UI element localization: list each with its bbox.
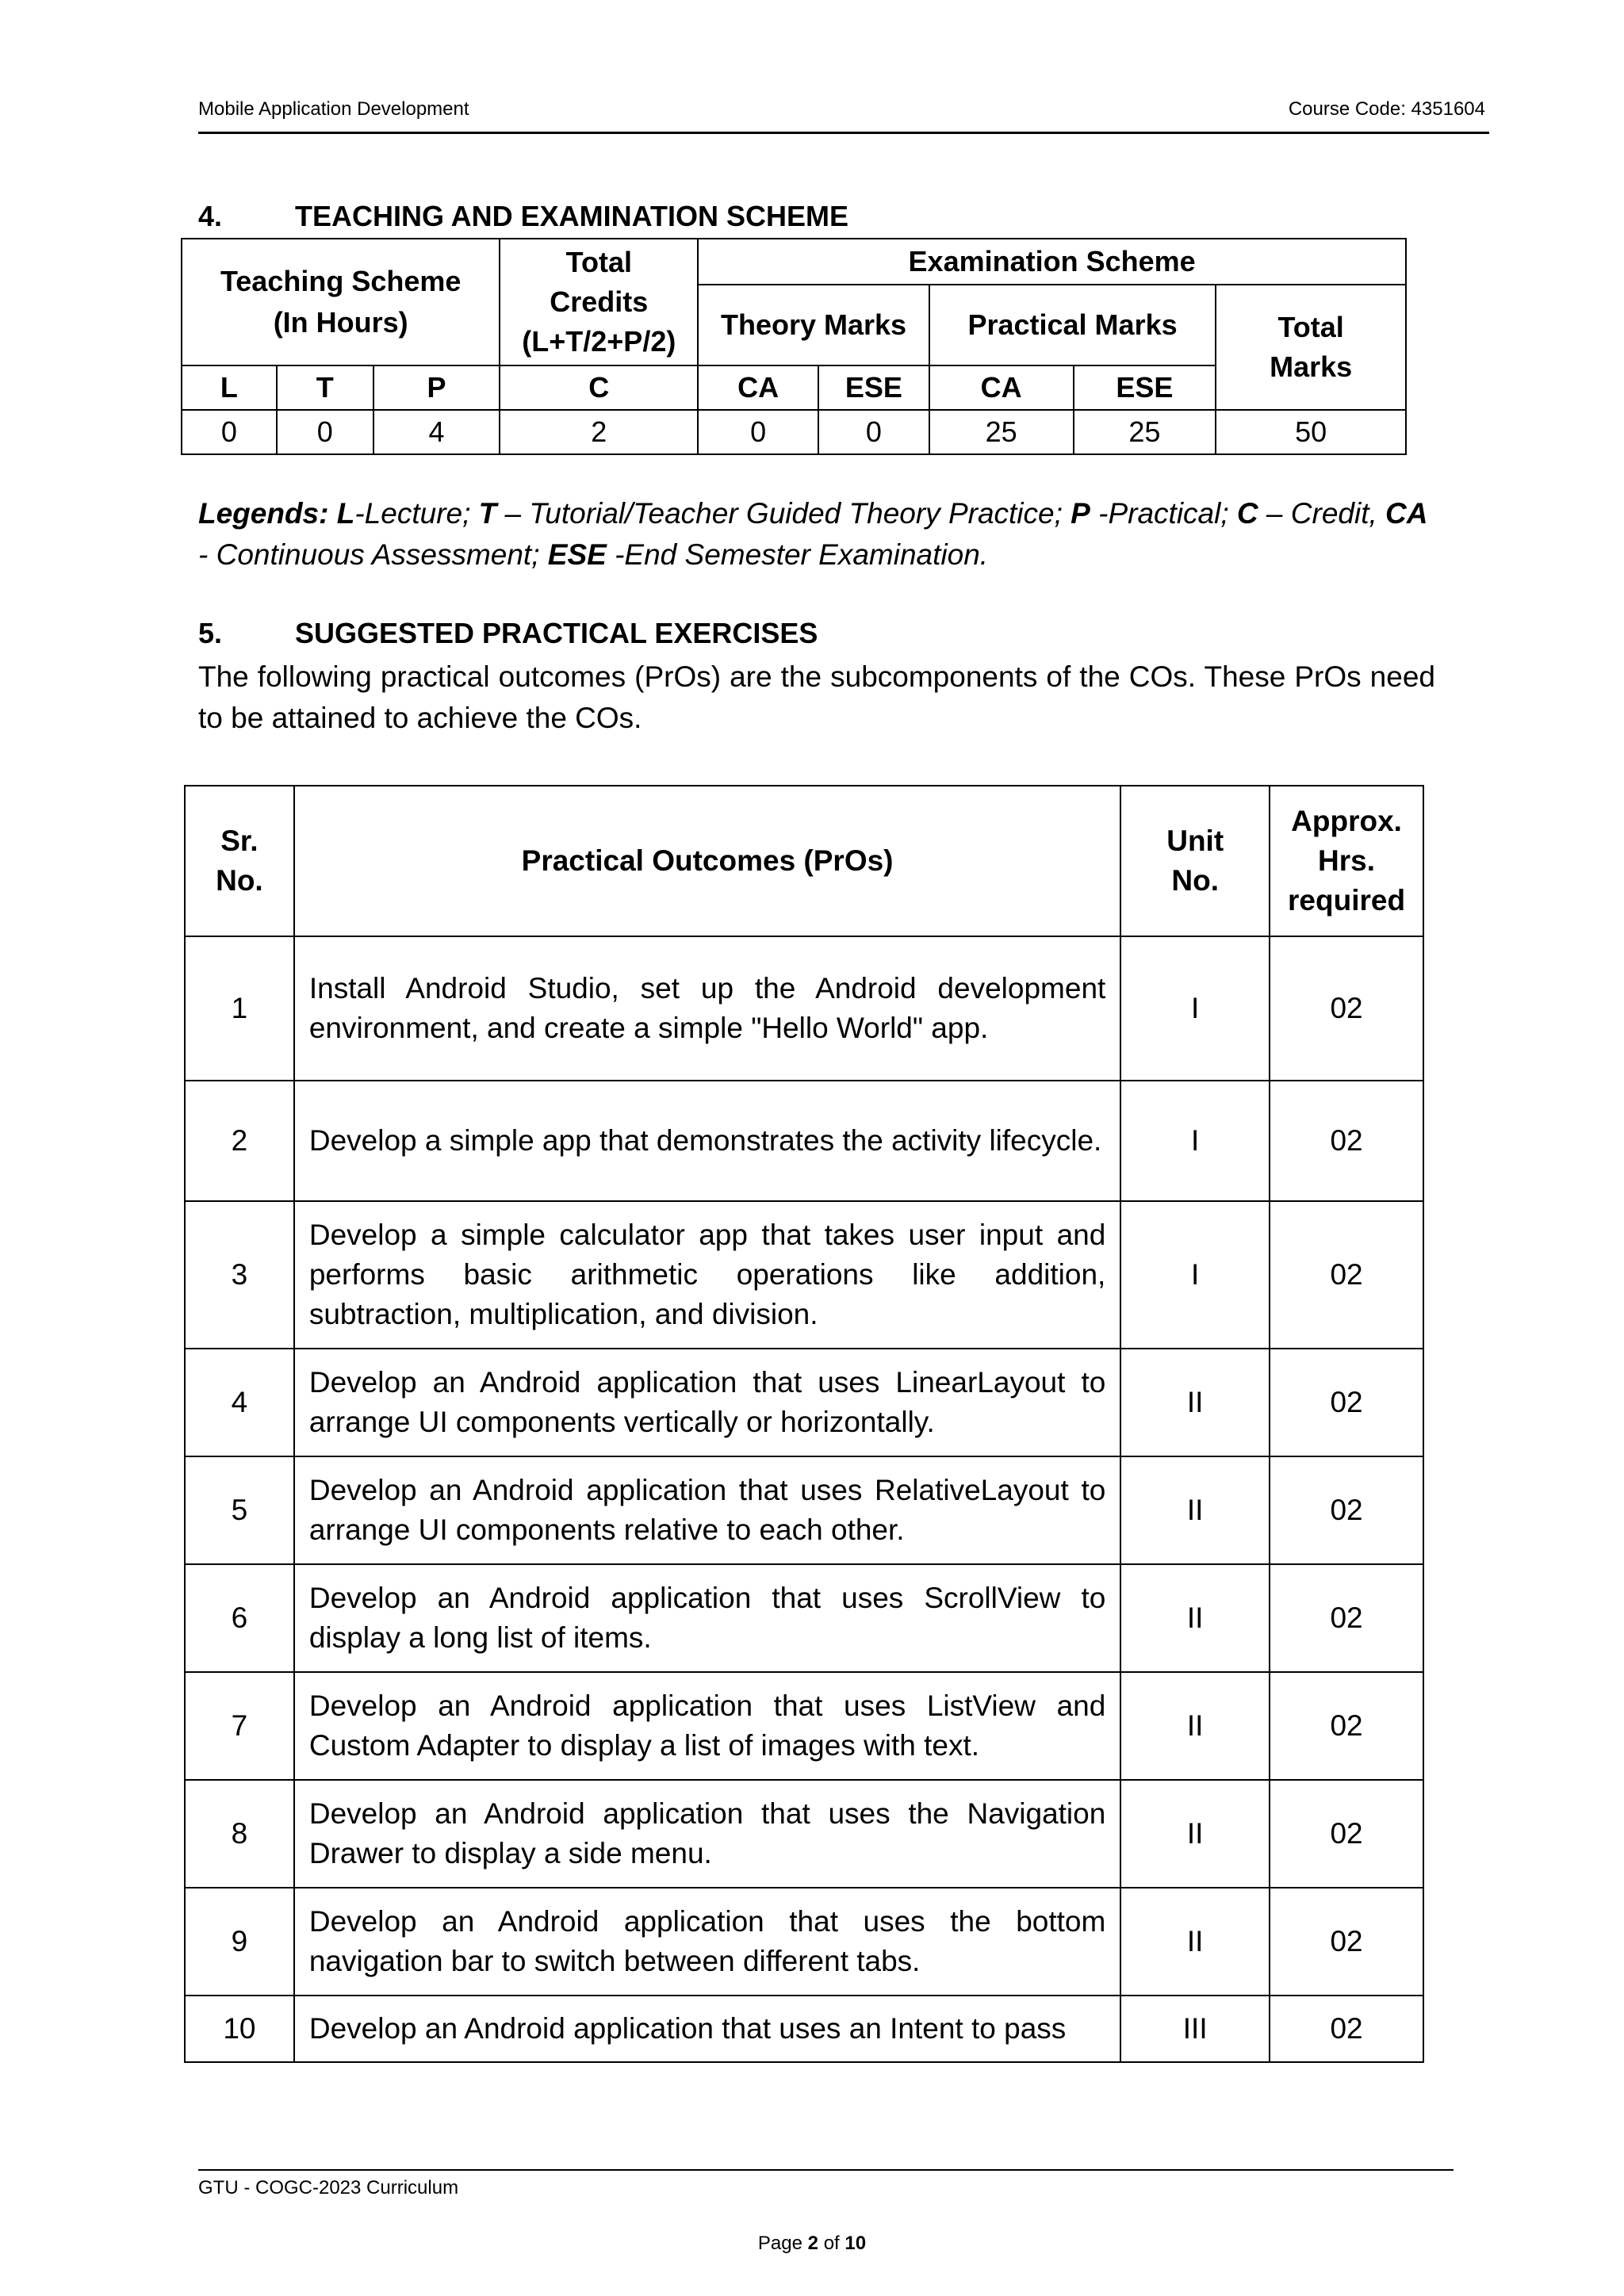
sr-cell: 9 [185,1888,294,1996]
section-5-number: 5. [198,617,223,649]
unit-cell: II [1120,1564,1270,1672]
legend-paragraph: Legends: L-Lecture; T – Tutorial/Teacher Guided Theory Practice; P -Practical; C – Credit, CA - Continuous Assessment; ESE -End Semester Examination. [198,497,1428,571]
legend-label: Legends: [198,497,329,530]
hrs-cell: 02 [1270,1780,1423,1888]
hrs-cell: 02 [1270,1349,1423,1456]
hrs-cell: 02 [1270,1201,1423,1349]
sr-no-header: Sr. No. [185,786,294,936]
outcome-cell: Develop an Android application that uses ListView and Custom Adapter to display a list of images with text. [294,1672,1120,1780]
col-theory-ca: CA [698,365,818,410]
hrs-cell: 02 [1270,936,1423,1081]
page-number: Page 2 of 10 [757,2233,867,2254]
practical-outcomes-table [184,785,1424,2063]
footer-divider [198,2169,1454,2171]
section-5-heading [198,617,818,650]
practical-outcomes-header: Practical Outcomes (PrOs) [294,786,1120,936]
sr-cell: 5 [185,1456,294,1564]
unit-cell: I [1120,1081,1270,1201]
outcome-cell: Install Android Studio, set up the Android development environment, and create a simple "Hello World" app. [294,936,1120,1081]
unit-cell: II [1120,1672,1270,1780]
outcome-cell: Develop an Android application that uses the Navigation Drawer to display a side menu. [294,1780,1120,1888]
header-course-code: Course Code: 4351604 [1288,98,1485,120]
header-divider [198,132,1489,134]
table-row [185,1780,1423,1888]
outcome-cell: Develop a simple calculator app that takes user input and performs basic arithmetic operations like addition, subtraction, multiplication, and division. [294,1201,1120,1349]
table-row [185,1996,1423,2062]
value-p: 4 [373,410,500,454]
outcome-cell: Develop an Android application that uses LinearLayout to arrange UI components vertically or horizontally. [294,1349,1120,1456]
value-t: 0 [277,410,373,454]
unit-cell: II [1120,1780,1270,1888]
unit-cell: II [1120,1456,1270,1564]
outcome-cell: Develop an Android application that uses the bottom navigation bar to switch between different tabs. [294,1888,1120,1996]
table-row [185,1081,1423,1201]
outcome-cell: Develop a simple app that demonstrates the activity lifecycle. [294,1081,1120,1201]
hrs-cell: 02 [1270,1456,1423,1564]
section-4-title: TEACHING AND EXAMINATION SCHEME [295,200,849,232]
section-4-heading [198,200,848,233]
sr-cell: 3 [185,1201,294,1349]
section-4-number: 4. [198,200,223,232]
hrs-cell: 02 [1270,1081,1423,1201]
table-row [185,936,1423,1081]
value-c: 2 [500,410,698,454]
col-practical-ca: CA [929,365,1074,410]
hrs-cell: 02 [1270,1672,1423,1780]
teaching-exam-scheme-table [181,238,1407,455]
unit-no-header: Unit No. [1120,786,1270,936]
sr-cell: 4 [185,1349,294,1456]
examination-scheme-header: Examination Scheme [698,239,1406,285]
sr-cell: 1 [185,936,294,1081]
value-l: 0 [182,410,277,454]
value-theory-ese: 0 [818,410,929,454]
total-marks-header: Total Marks [1216,285,1406,410]
col-c: C [500,365,698,410]
sr-cell: 10 [185,1996,294,2062]
theory-marks-header: Theory Marks [698,285,929,365]
value-total-marks: 50 [1216,410,1406,454]
table-row [185,1349,1423,1456]
total-credits-header: Total Credits (L+T/2+P/2) [500,239,698,365]
section-5-title: SUGGESTED PRACTICAL EXERCISES [295,617,818,649]
sr-cell: 2 [185,1081,294,1201]
hrs-cell: 02 [1270,1888,1423,1996]
hrs-cell: 02 [1270,1996,1423,2062]
approx-hrs-header: Approx. Hrs. required [1270,786,1423,936]
table-row [185,1888,1423,1996]
table-row [185,1201,1423,1349]
unit-cell: I [1120,1201,1270,1349]
col-p: P [373,365,500,410]
value-theory-ca: 0 [698,410,818,454]
unit-cell: II [1120,1349,1270,1456]
col-practical-ese: ESE [1074,365,1216,410]
col-theory-ese: ESE [818,365,929,410]
value-practical-ese: 25 [1074,410,1216,454]
unit-cell: III [1120,1996,1270,2062]
unit-cell: I [1120,936,1270,1081]
table-row [185,1672,1423,1780]
sr-cell: 8 [185,1780,294,1888]
hrs-cell: 02 [1270,1564,1423,1672]
practical-marks-header: Practical Marks [929,285,1216,365]
sr-cell: 6 [185,1564,294,1672]
col-t: T [277,365,373,410]
header-course-title: Mobile Application Development [198,98,469,120]
table-row [185,1564,1423,1672]
col-l: L [182,365,277,410]
teaching-scheme-header: Teaching Scheme (In Hours) [182,239,500,365]
section-5-intro: The following practical outcomes (PrOs) are the subcomponents of the COs. These PrOs need to be attained to achieve the COs. [198,660,1435,734]
table-row [185,1456,1423,1564]
sr-cell: 7 [185,1672,294,1780]
unit-cell: II [1120,1888,1270,1996]
outcome-cell: Develop an Android application that uses an Intent to pass [294,1996,1120,2062]
outcome-cell: Develop an Android application that uses ScrollView to display a long list of items. [294,1564,1120,1672]
value-practical-ca: 25 [929,410,1074,454]
footer-curriculum: GTU - COGC-2023 Curriculum [198,2177,459,2198]
outcome-cell: Develop an Android application that uses RelativeLayout to arrange UI components relative to each other. [294,1456,1120,1564]
